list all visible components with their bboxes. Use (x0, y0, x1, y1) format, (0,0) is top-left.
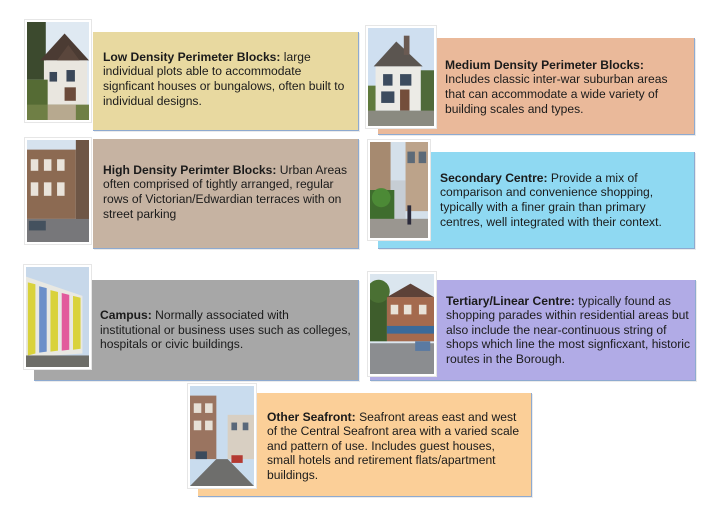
card-text (103, 142, 353, 242)
card-description: Urban Areas often comprised of tightly arranged, regular rows of Victorian/Edwardian terraces with on street parking (103, 162, 347, 221)
card-text (267, 398, 526, 494)
card-description: large individual plots able to accommodate signficant houses or bungalows, often built to individual designs. (103, 49, 345, 108)
seafront-street-photo (188, 384, 256, 488)
card-text (100, 284, 352, 376)
card-title: Campus: (100, 308, 152, 323)
card-title: High Density Perimter Blocks: (103, 162, 277, 177)
semi-detached-house-photo (366, 26, 436, 128)
card-title: Secondary Centre: (440, 170, 548, 185)
card-description: typically found as shopping parades within residential areas but also include the near-continuous string of shops which line the most signficxant, historic routes in the Borough. (446, 293, 691, 366)
card-text (103, 34, 353, 124)
detached-house-photo (25, 20, 91, 122)
card-title: Low Density Perimeter Blocks: (103, 49, 281, 64)
card-description: Provide a mix of comparison and convenience shopping, typically with a finer grain than primary centres, well integrated with their context. (440, 170, 662, 229)
card-text (446, 284, 690, 376)
card-description: Normally associated with institutional or business uses such as colleges, hospitals or civic buildings. (100, 308, 351, 352)
card-text (440, 156, 690, 244)
card-title: Tertiary/Linear Centre: (446, 293, 575, 308)
shopping-parade-photo (368, 272, 436, 376)
card-title: Other Seafront: (267, 409, 356, 424)
card-title: Medium Density Perimeter Blocks: (445, 57, 644, 72)
card-description: Includes classic inter-war suburban areas that can accommodate a wide variety of building scales and types. (445, 72, 668, 116)
campus-building-photo (24, 265, 91, 369)
terraced-street-photo (25, 138, 91, 244)
shopping-street-photo (368, 140, 430, 240)
card-description: Seafront areas east and west of the Central Seafront area with a varied scale and pattern of use. Includes guest houses, small hotels and retirement flats/apartment buildings. (267, 409, 520, 482)
card-text (445, 44, 689, 130)
